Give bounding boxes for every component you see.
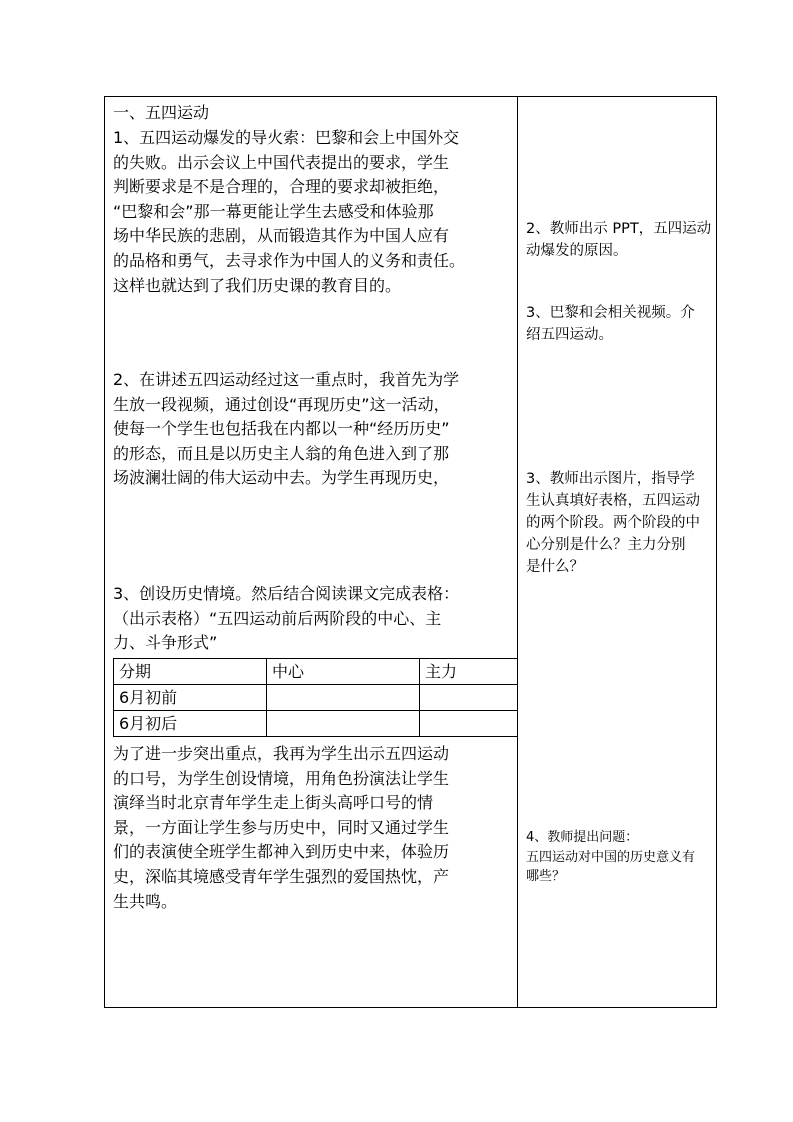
- text-line: 生放一段视频，通过创设“再现历史”这一活动，: [113, 394, 450, 414]
- table-header-cell: 分期: [114, 659, 267, 685]
- table-header-row: [114, 659, 518, 685]
- text-line: 哪些？: [526, 869, 566, 884]
- text-line: 的形态，而且是以历史主人翁的角色进入到了那: [113, 443, 450, 463]
- text-line: “巴黎和会”那一幕更能让学生去感受和体验那: [113, 201, 434, 221]
- text-line: 的口号，为学生创设情境，用角色扮演法让学生: [113, 768, 450, 788]
- table-cell: [267, 711, 420, 737]
- text-line: 动爆发的原因。: [526, 243, 628, 259]
- teacher-note-4: [526, 828, 714, 887]
- text-line: 2、教师出示 PPT，五四运动: [526, 221, 712, 237]
- table-cell: [420, 711, 518, 737]
- stage-table: [113, 658, 518, 737]
- teacher-note-2: [526, 218, 714, 262]
- text-line: 的品格和勇气，去寻求作为中国人的义务和责任。: [113, 250, 466, 270]
- text-line: 3、巴黎和会相关视频。介: [526, 305, 695, 321]
- paragraph-4: [113, 742, 513, 914]
- column-divider: [517, 97, 518, 1007]
- text-line: 2、在讲述五四运动经过这一重点时，我首先为学: [113, 370, 460, 389]
- table-cell: 6月初后: [114, 711, 267, 737]
- text-line: 的失败。出示会议上中国代表提出的要求，学生: [113, 152, 450, 172]
- teacher-note-3b: [526, 468, 714, 578]
- text-line: 1、五四运动爆发的导火索：巴黎和会上中国外交: [113, 128, 460, 147]
- section-heading: 一、五四运动: [113, 103, 210, 122]
- text-line: 这样也就达到了我们历史课的教育目的。: [113, 275, 402, 295]
- text-line: 心分别是什么？主力分别: [526, 537, 686, 553]
- table-cell: [267, 685, 420, 711]
- text-line: 景，一方面让学生参与历史中，同时又通过学生: [113, 817, 450, 837]
- paragraph-1: [113, 126, 513, 298]
- text-line: 场波澜壮阔的伟大运动中去。为学生再现历史，: [113, 468, 450, 488]
- text-line: 五四运动对中国的历史意义有: [526, 849, 696, 865]
- text-line: 们的表演使全班学生都神入到历史中来，体验历: [113, 842, 450, 862]
- text-line: 使每一个学生也包括我在内都以一种“经历历史”: [113, 419, 450, 439]
- table-row: [114, 685, 518, 711]
- text-line: 生共鸣。: [113, 891, 178, 911]
- text-line: 4、教师提出问题：: [526, 830, 639, 845]
- table-row: [114, 711, 518, 737]
- table-cell: 6月初前: [114, 685, 267, 711]
- text-line: （出示表格）“五四运动前后两阶段的中心、主: [113, 608, 442, 628]
- text-line: 演绎当时北京青年学生走上街头高呼口号的情: [113, 793, 434, 813]
- text-line: 3、创设历史情境。然后结合阅读课文完成表格：: [113, 584, 460, 603]
- text-line: 为了进一步突出重点，我再为学生出示五四运动: [113, 744, 450, 763]
- teacher-note-3: [526, 302, 714, 346]
- table-cell: [420, 685, 518, 711]
- text-line: 的两个阶段。两个阶段的中: [526, 515, 700, 531]
- text-line: 3、教师出示图片，指导学: [526, 471, 695, 487]
- text-line: 绍五四运动。: [526, 327, 613, 343]
- table-header-cell: 中心: [267, 659, 420, 685]
- paragraph-2: [113, 368, 513, 491]
- text-line: 生认真填好表格，五四运动: [526, 493, 700, 509]
- paragraph-3: [113, 582, 513, 656]
- text-line: 是什么？: [526, 559, 584, 575]
- text-line: 场中华民族的悲剧，从而锻造其作为中国人应有: [113, 226, 450, 246]
- text-line: 判断要求是不是合理的，合理的要求却被拒绝，: [113, 177, 450, 197]
- text-line: 力、斗争形式”: [113, 633, 218, 653]
- text-line: 史，深临其境感受青年学生强烈的爱国热忱，产: [113, 866, 450, 886]
- table-header-cell: 主力: [420, 659, 518, 685]
- lesson-plan-table: [104, 96, 717, 1008]
